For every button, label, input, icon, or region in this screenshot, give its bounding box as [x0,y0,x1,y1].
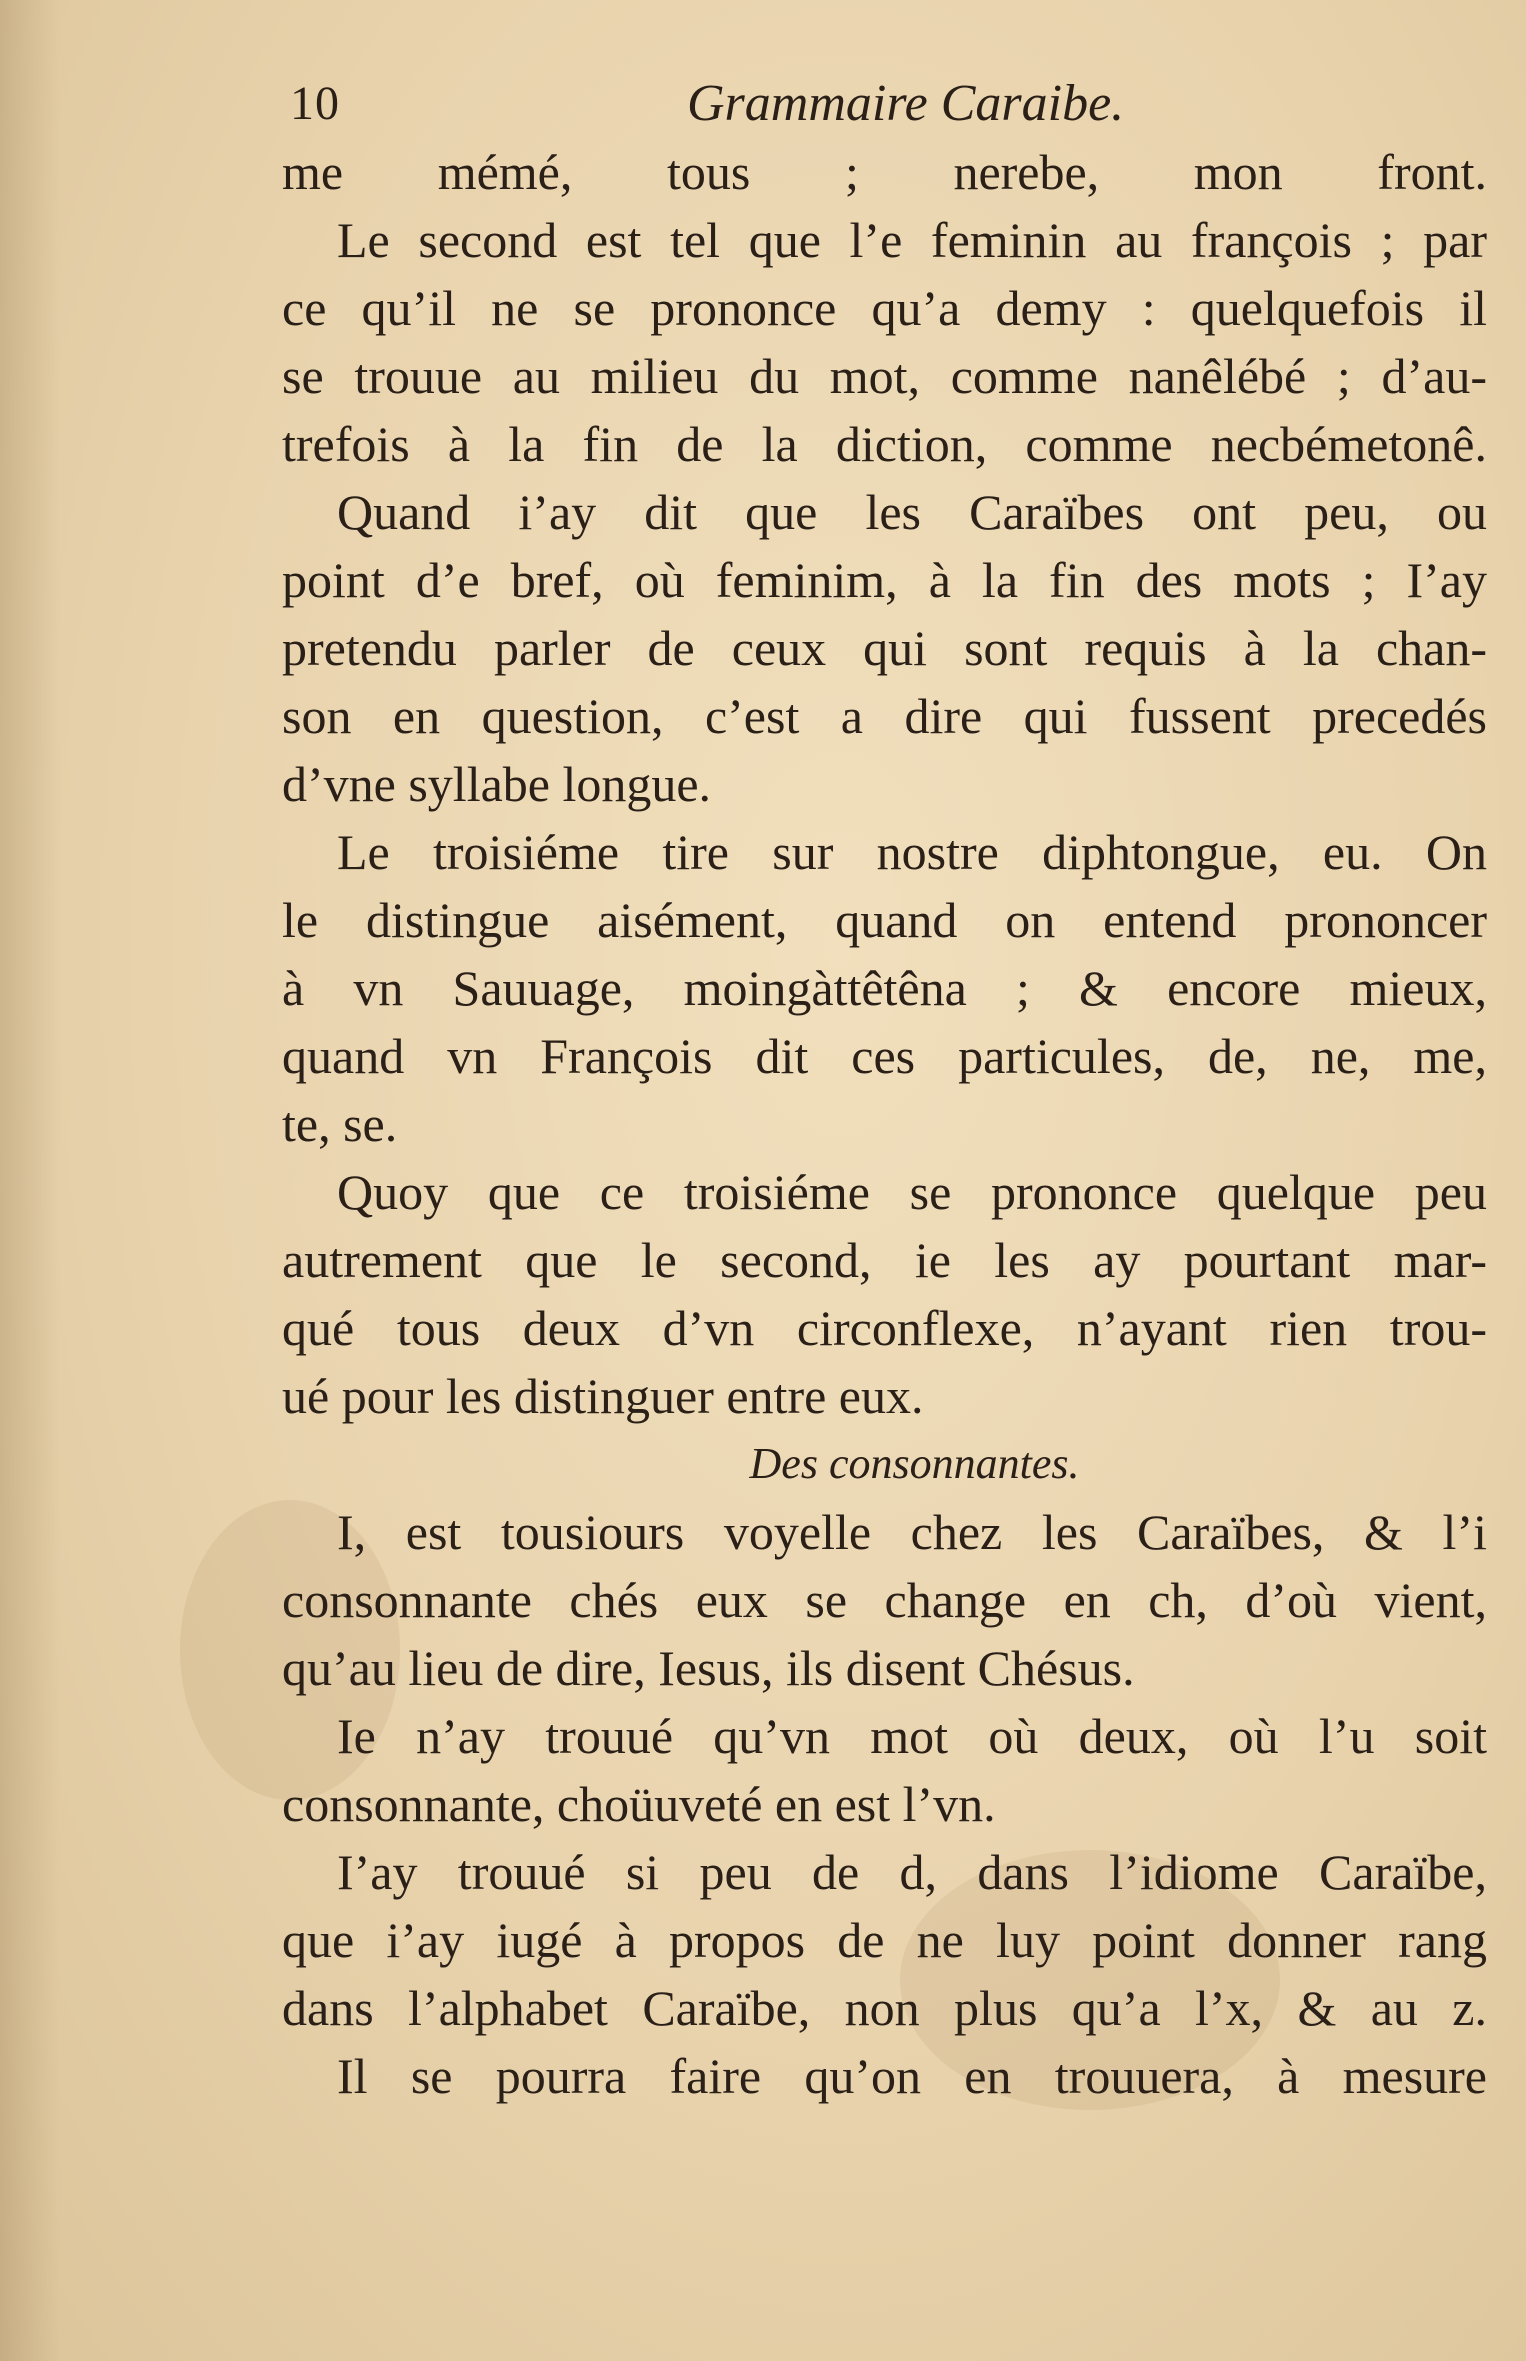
text-line: se trouue au milieu du mot, comme nanêlébé ; d’au- [282,348,1487,404]
text-line: qué tous deux d’vn circonflexe, n’ayant rien trou- [282,1300,1487,1356]
text-line: me mémé, tous ; nerebe, mon front. [282,144,1487,200]
text-line: Le second est tel que l’e feminin au françois ; par [337,212,1487,268]
text-line: I, est tousiours voyelle chez les Caraïbes, & l’i [337,1504,1487,1560]
text-line: point d’e bref, où feminim, à la fin des mots ; I’ay [282,552,1487,608]
text-line: consonnante, choüuveté en est l’vn. [282,1776,996,1832]
text-line: qu’au lieu de dire, Iesus, ils disent Chésus. [282,1640,1135,1696]
page-number: 10 [290,77,340,130]
section-heading: Des consonnantes. [749,1439,1080,1488]
text-line: son en question, c’est a dire qui fussent precedés [282,688,1487,744]
text-line: Ie n’ay trouué qu’vn mot où deux, où l’u soit [337,1708,1487,1764]
text-line: que i’ay iugé à propos de ne luy point donner rang [282,1912,1487,1968]
text-line: ce qu’il ne se prononce qu’a demy : quelquefois il [282,280,1487,336]
text-line: pretendu parler de ceux qui sont requis à la chan- [282,620,1487,676]
text-line: te, se. [282,1096,398,1152]
text-line: ué pour les distinguer entre eux. [282,1368,924,1424]
running-title: Grammaire Caraibe. [687,75,1125,132]
text-line: dans l’alphabet Caraïbe, non plus qu’a l’x, & au z. [282,1980,1487,2036]
text-line: consonnante chés eux se change en ch, d’où vient, [282,1572,1487,1628]
text-line: Le troisiéme tire sur nostre diphtongue, eu. On [337,824,1487,880]
text-line: Il se pourra faire qu’on en trouuera, à mesure [337,2048,1487,2104]
text-line: autrement que le second, ie les ay pourtant mar- [282,1232,1487,1288]
text-line: Quoy que ce troisiéme se prononce quelque peu [337,1164,1487,1220]
text-line: Quand i’ay dit que les Caraïbes ont peu, ou [337,484,1487,540]
text-line: trefois à la fin de la diction, comme necbémetonê. [282,416,1487,472]
body-text [282,138,1487,2110]
text-line: quand vn François dit ces particules, de, ne, me, [282,1028,1487,1084]
text-line: à vn Sauuage, moingàttêtêna ; & encore mieux, [282,960,1487,1016]
gutter-shadow [0,0,60,2361]
text-line: I’ay trouué si peu de d, dans l’idiome Caraïbe, [337,1844,1487,1900]
text-line: d’vne syllabe longue. [282,756,712,812]
text-line: le distingue aisément, quand on entend prononcer [282,892,1487,948]
